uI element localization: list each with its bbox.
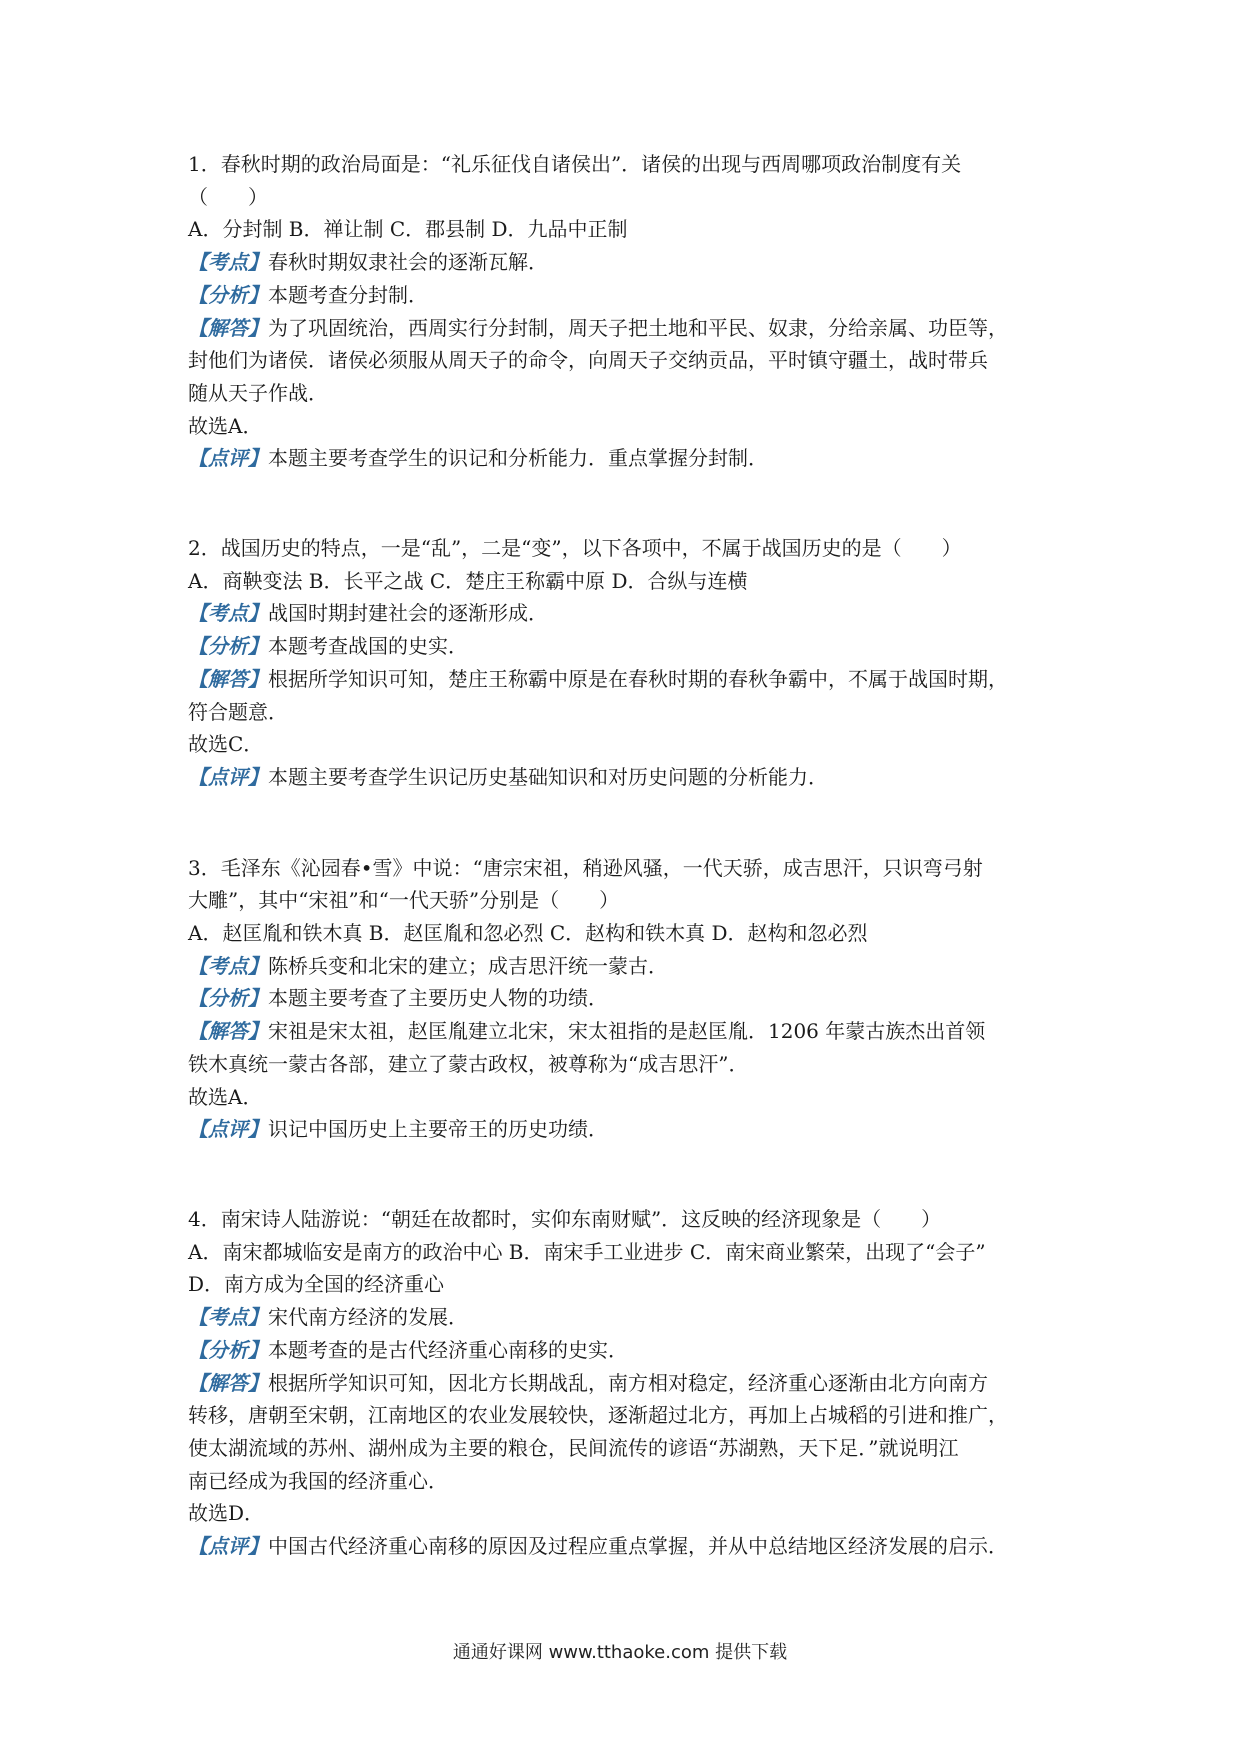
question-stem-line: 4．南宋诗人陆游说：“朝廷在故都时，实仰东南财赋”．这反映的经济现象是（ ）: [188, 1206, 942, 1231]
question-options: D．南方成为全国的经济重心: [188, 1272, 445, 1297]
jieda-text: 南已经成为我国的经济重心．: [188, 1468, 448, 1493]
answer-text: 故选A．: [188, 413, 263, 438]
jieda-text: 为了巩固统治，西周实行分封制，周天子把土地和平民、奴隶，分给亲属、功臣等，: [268, 315, 1008, 340]
jieda-row: [188, 312, 1068, 345]
jieda-label: 【解答】: [188, 1019, 268, 1044]
kaodian-label: 【考点】: [188, 250, 268, 275]
question-options: A．分封制 B．禅让制 C．郡县制 D．九品中正制: [188, 217, 628, 242]
dianping-row: [188, 1530, 1068, 1563]
question-2: [188, 532, 1068, 794]
dianping-label: 【点评】: [188, 764, 268, 789]
question-stem-line: （ ）: [188, 184, 268, 209]
jieda-text: 封他们为诸侯．诸侯必须服从周天子的命令，向周天子交纳贡品，平时镇守疆土，战时带兵: [188, 348, 988, 373]
kaodian-row: [188, 1301, 1068, 1334]
fenxi-text: 本题考查的是古代经济重心南移的史实．: [268, 1337, 628, 1362]
kaodian-label: 【考点】: [188, 1305, 268, 1330]
fenxi-row: [188, 1334, 1068, 1367]
question-1: [188, 148, 1068, 475]
dianping-row: [188, 761, 1068, 794]
question-options: A．赵匡胤和铁木真 B．赵匡胤和忽必烈 C．赵构和铁木真 D．赵构和忽必烈: [188, 921, 868, 946]
fenxi-label: 【分析】: [188, 634, 268, 659]
question-stem-line: 2．战国历史的特点，一是“乱”，二是“变”，以下各项中，不属于战国历史的是（ ）: [188, 536, 962, 561]
question-options: A．南宋都城临安是南方的政治中心 B．南宋手工业进步 C．南宋商业繁荣，出现了“会子”: [188, 1239, 986, 1264]
jieda-label: 【解答】: [188, 315, 268, 340]
fenxi-label: 【分析】: [188, 986, 268, 1011]
fenxi-row: [188, 279, 1068, 312]
fenxi-row: [188, 982, 1068, 1015]
jieda-text: 转移，唐朝至宋朝，江南地区的农业发展较快，逐渐超过北方，再加上占城稻的引进和推广，: [188, 1403, 1008, 1428]
dianping-text: 识记中国历史上主要帝王的历史功绩．: [268, 1117, 608, 1142]
dianping-label: 【点评】: [188, 446, 268, 471]
dianping-row: [188, 1113, 1068, 1146]
jieda-label: 【解答】: [188, 1370, 268, 1395]
fenxi-text: 本题主要考查了主要历史人物的功绩．: [268, 986, 608, 1011]
kaodian-text: 陈桥兵变和北宋的建立；成吉思汗统一蒙古．: [268, 953, 668, 978]
dianping-text: 本题主要考查学生的识记和分析能力．重点掌握分封制．: [268, 446, 768, 471]
kaodian-label: 【考点】: [188, 601, 268, 626]
fenxi-label: 【分析】: [188, 1337, 268, 1362]
document-page: [188, 148, 1068, 1563]
dianping-row: [188, 442, 1068, 475]
jieda-text: 随从天子作战．: [188, 380, 328, 405]
answer-text: 故选D．: [188, 1501, 265, 1526]
jieda-row: [188, 1015, 1068, 1048]
question-stem-line: 大雕”，其中“宋祖”和“一代天骄”分别是（ ）: [188, 888, 620, 913]
jieda-label: 【解答】: [188, 666, 268, 691]
dianping-text: 本题主要考查学生识记历史基础知识和对历史问题的分析能力．: [268, 764, 828, 789]
jieda-text: 根据所学知识可知，楚庄王称霸中原是在春秋时期的春秋争霸中，不属于战国时期，: [268, 666, 1008, 691]
kaodian-row: [188, 950, 1068, 983]
page-footer: 通通好课网 www.tthaoke.com 提供下载: [452, 1642, 788, 1663]
question-3: [188, 852, 1068, 1146]
jieda-row: [188, 1367, 1068, 1400]
dianping-label: 【点评】: [188, 1117, 268, 1142]
question-4: [188, 1203, 1068, 1563]
kaodian-label: 【考点】: [188, 953, 268, 978]
kaodian-row: [188, 597, 1068, 630]
question-stem-line: 3．毛泽东《沁园春•雪》中说：“唐宗宋祖，稍逊风骚，一代天骄，成吉思汗，只识弯弓射: [188, 855, 983, 880]
fenxi-text: 本题考查分封制．: [268, 282, 428, 307]
dianping-text: 中国古代经济重心南移的原因及过程应重点掌握，并从中总结地区经济发展的启示．: [268, 1534, 1008, 1559]
jieda-text: 铁木真统一蒙古各部，建立了蒙古政权，被尊称为“成吉思汗”．: [188, 1051, 749, 1076]
kaodian-text: 春秋时期奴隶社会的逐渐瓦解．: [268, 250, 548, 275]
kaodian-text: 宋代南方经济的发展．: [268, 1305, 468, 1330]
answer-text: 故选A．: [188, 1084, 263, 1109]
kaodian-row: [188, 246, 1068, 279]
fenxi-row: [188, 630, 1068, 663]
jieda-text: 符合题意．: [188, 699, 288, 724]
fenxi-label: 【分析】: [188, 282, 268, 307]
question-options: A．商鞅变法 B．长平之战 C．楚庄王称霸中原 D．合纵与连横: [188, 568, 748, 593]
fenxi-text: 本题考查战国的史实．: [268, 634, 468, 659]
question-stem-line: 1．春秋时期的政治局面是：“礼乐征伐自诸侯出”．诸侯的出现与西周哪项政治制度有关: [188, 152, 962, 176]
jieda-text: 使太湖流域的苏州、湖州成为主要的粮仓，民间流传的谚语“苏湖熟，天下足．”就说明江: [188, 1435, 959, 1460]
dianping-label: 【点评】: [188, 1534, 268, 1559]
jieda-text: 宋祖是宋太祖，赵匡胤建立北宋，宋太祖指的是赵匡胤．1206 年蒙古族杰出首领: [268, 1019, 986, 1044]
jieda-text: 根据所学知识可知，因北方长期战乱，南方相对稳定，经济重心逐渐由北方向南方: [268, 1370, 988, 1395]
jieda-row: [188, 663, 1068, 696]
kaodian-text: 战国时期封建社会的逐渐形成．: [268, 601, 548, 626]
answer-text: 故选C．: [188, 732, 264, 757]
